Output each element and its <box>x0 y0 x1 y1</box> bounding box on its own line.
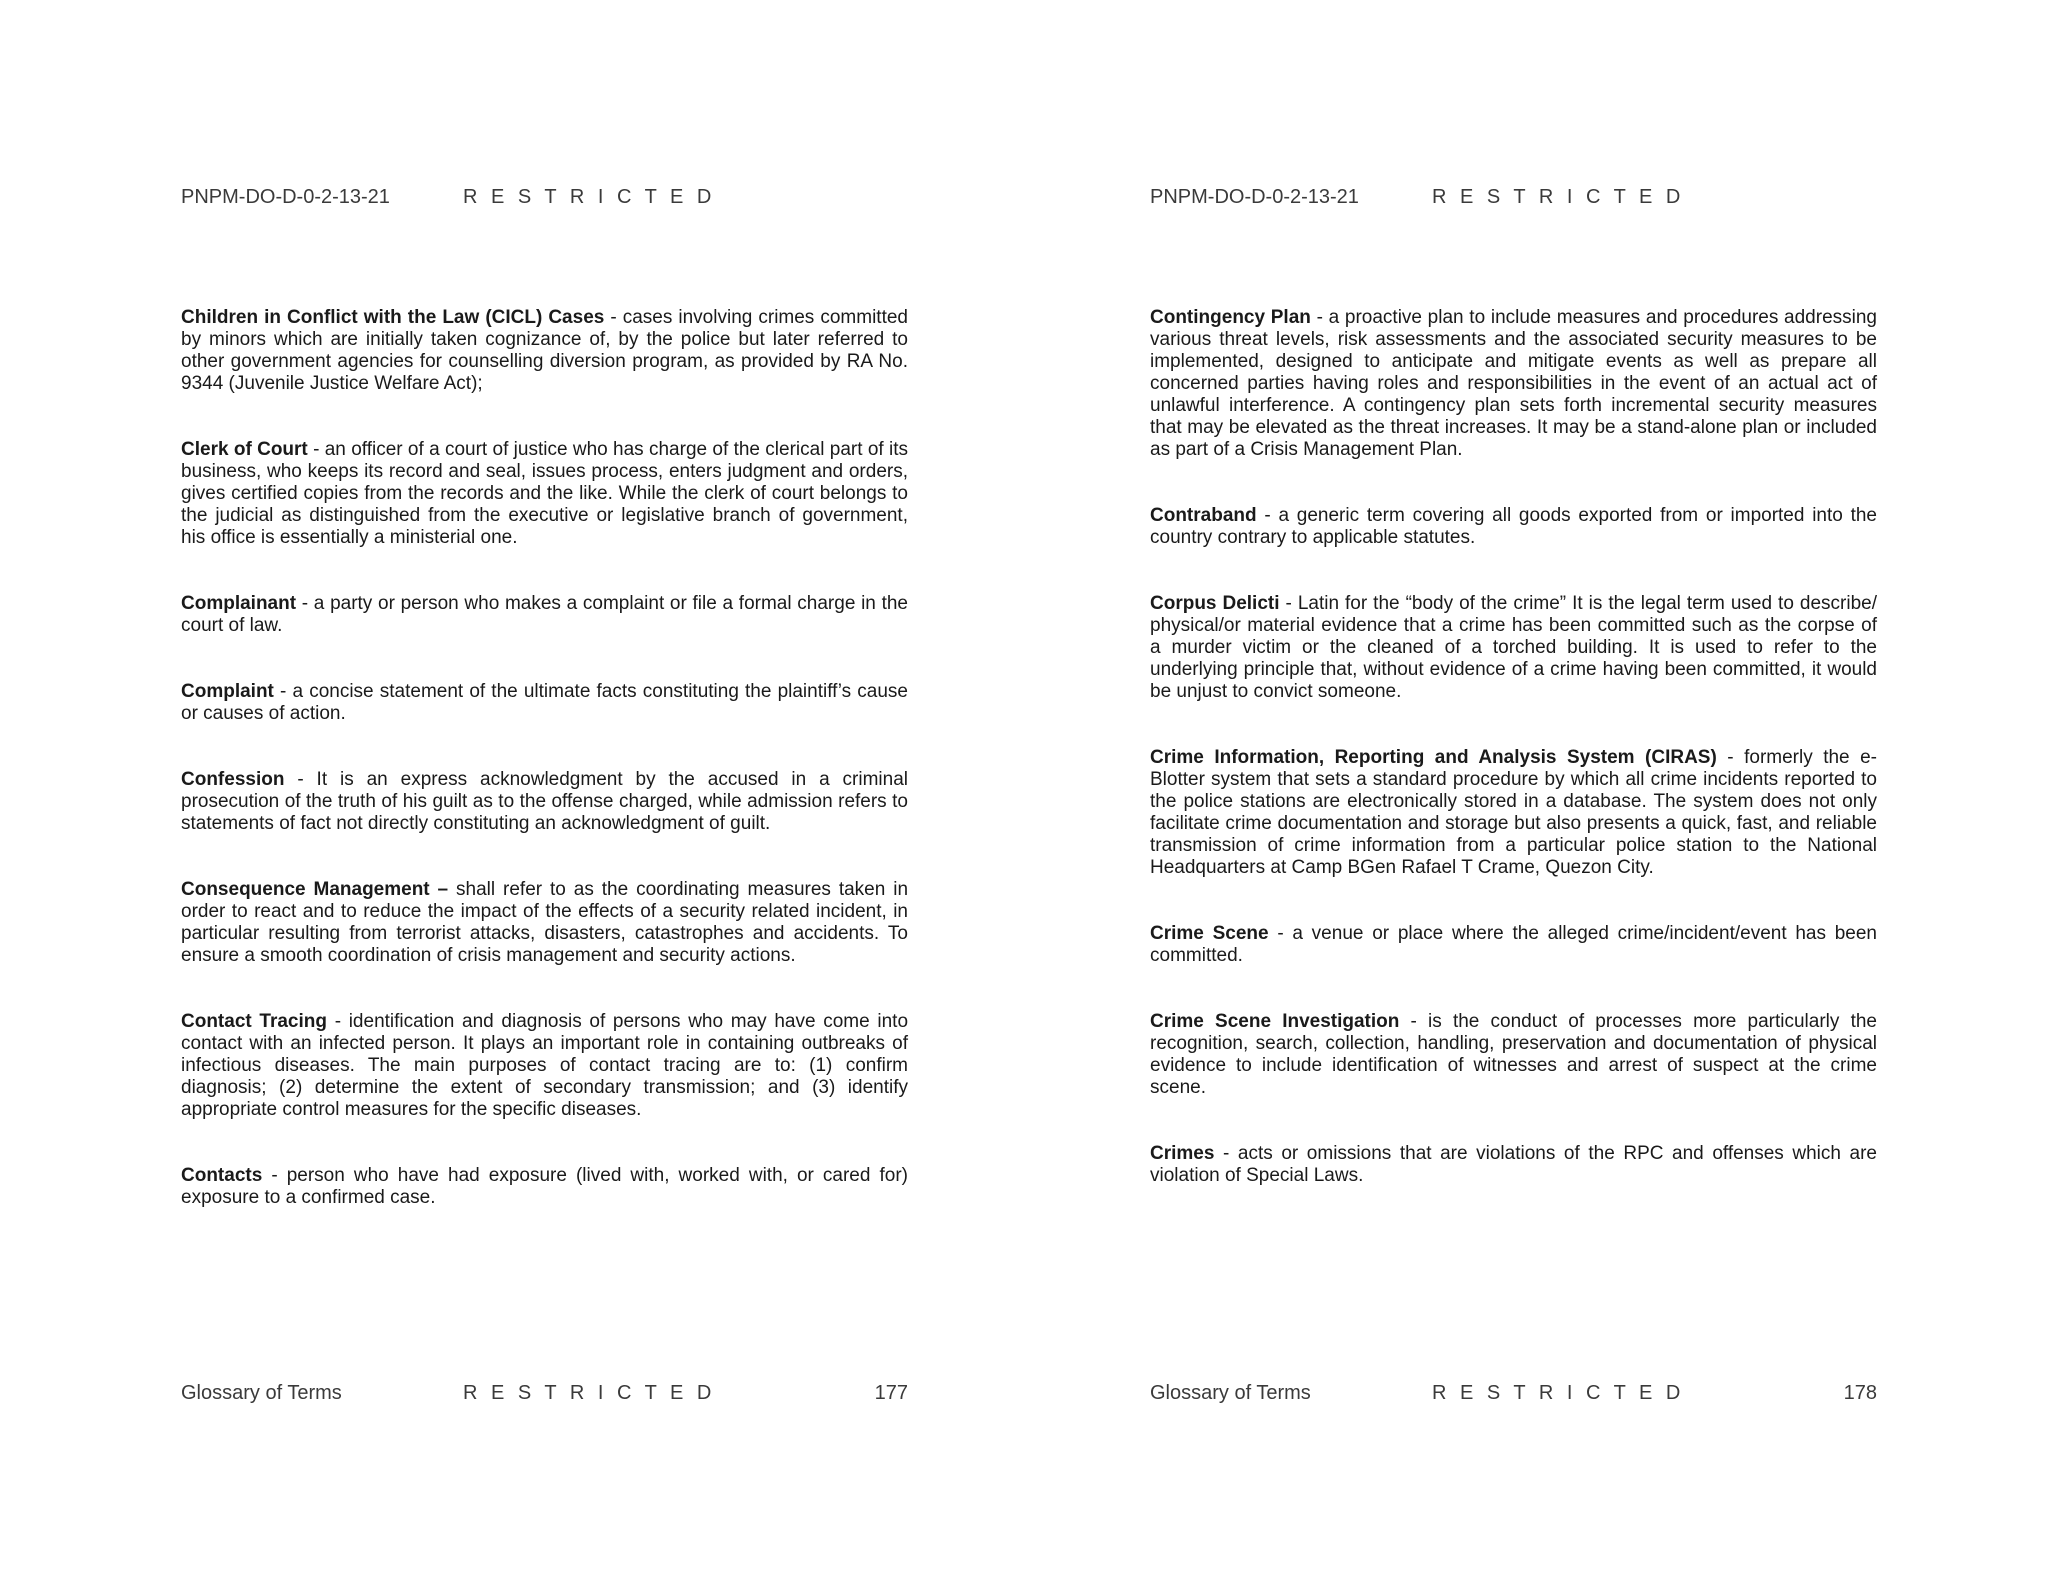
glossary-term: Crime Scene <box>1150 923 1269 944</box>
glossary-term: Confession <box>181 769 285 790</box>
page-number: 178 <box>1843 1382 1877 1404</box>
glossary-definition: - It is an express acknowledgment by the accused in a criminal prosecution of the truth of his guilt as to the offense charged, while admission refers to statements of fact not directly constituting an acknowledgment of guilt. <box>181 769 908 834</box>
classification-mark: R E S T R I C T E D <box>463 1382 716 1404</box>
glossary-body <box>1150 307 1877 1231</box>
classification-mark: R E S T R I C T E D <box>463 186 716 208</box>
glossary-entry <box>1150 1143 1877 1187</box>
glossary-term: Consequence Management – <box>181 879 449 900</box>
glossary-entry <box>181 879 908 967</box>
glossary-term: Crimes <box>1150 1143 1215 1164</box>
page-footer <box>181 1382 908 1408</box>
page-footer <box>1150 1382 1877 1408</box>
glossary-term: Contact Tracing <box>181 1011 327 1032</box>
glossary-definition: - identification and diagnosis of persons who may have come into contact with an infected person. It plays an important role in containing outbreaks of infectious diseases. The main purposes of contact tracing are to: (1) confirm diagnosis; (2) determine the extent of secondary transmission; and (3) identify appropriate control measures for the specific diseases. <box>181 1011 909 1120</box>
glossary-entry <box>181 593 908 637</box>
glossary-definition: - a party or person who makes a complaint or file a formal charge in the court of law. <box>181 593 908 636</box>
glossary-entry <box>181 769 908 835</box>
glossary-term: Complaint <box>181 681 274 702</box>
glossary-entry <box>1150 923 1877 967</box>
left-page <box>181 0 908 1582</box>
glossary-definition: - a proactive plan to include measures and procedures addressing various threat levels, risk assessments and the associated security measures to be implemented, designed to anticipate and mitigate events as well as prepare all concerned parties having roles and responsibilities in the event of an actual act of unlawful interference. A contingency plan sets forth incremental security measures that may be elevated as the threat increases. It may be a stand-alone plan or included as part of a Crisis Management Plan. <box>1150 307 1877 460</box>
glossary-term: Contacts <box>181 1165 263 1186</box>
document-code: PNPM-DO-D-0-2-13-21 <box>181 186 390 208</box>
glossary-term: Contraband <box>1150 505 1257 526</box>
classification-mark: R E S T R I C T E D <box>1432 1382 1685 1404</box>
right-page <box>1150 0 1877 1582</box>
glossary-entry <box>1150 505 1877 549</box>
glossary-definition: - a concise statement of the ultimate facts constituting the plaintiff’s cause or causes of action. <box>181 681 908 724</box>
glossary-definition: - a generic term covering all goods exported from or imported into the country contrary to applicable statutes. <box>1150 505 1877 548</box>
glossary-term: Children in Conflict with the Law (CICL) Cases <box>181 307 605 328</box>
glossary-entry <box>181 681 908 725</box>
glossary-term: Crime Scene Investigation <box>1150 1011 1400 1032</box>
footer-section-title: Glossary of Terms <box>1150 1382 1311 1404</box>
glossary-entry <box>1150 1011 1877 1099</box>
glossary-definition: - Latin for the “body of the crime” It is the legal term used to describe/ physical/or material evidence that a crime has been committed such as the corpse of a murder victim or the cleaned of a torched building. It is used to refer to the underlying principle that, without evidence of a crime having been committed, it would be unjust to convict someone. <box>1150 593 1877 702</box>
glossary-entry <box>1150 593 1877 703</box>
glossary-definition: - a venue or place where the alleged crime/incident/event has been committed. <box>1150 923 1877 966</box>
glossary-definition: - acts or omissions that are violations of the RPC and offenses which are violation of Special Laws. <box>1150 1143 1877 1186</box>
glossary-body <box>181 307 908 1253</box>
glossary-term: Complainant <box>181 593 297 614</box>
glossary-term: Corpus Delicti <box>1150 593 1280 614</box>
glossary-definition: - person who have had exposure (lived with, worked with, or cared for) exposure to a confirmed case. <box>181 1165 908 1208</box>
footer-section-title: Glossary of Terms <box>181 1382 342 1404</box>
page-number: 177 <box>874 1382 908 1404</box>
glossary-definition: - formerly the e- Blotter system that sets a standard procedure by which all crime incidents reported to the police stations are electronically stored in a database. The system does not only facilitate crime documentation and storage but also presents a quick, fast, and reliable transmission of crime information from a particular police station to the National Headquarters at Camp BGen Rafael T Crame, Quezon City. <box>1150 747 1877 878</box>
glossary-entry <box>181 1165 908 1209</box>
glossary-entry <box>181 439 908 549</box>
glossary-term: Crime Information, Reporting and Analysis System (CIRAS) <box>1150 747 1717 768</box>
glossary-definition: - cases involving crimes committed by minors which are initially taken cognizance of, by the police but later referred to other government agencies for counselling diversion program, as provided by RA No. 9344 (Juvenile Justice Welfare Act); <box>181 307 908 394</box>
page-header <box>181 186 908 212</box>
document-code: PNPM-DO-D-0-2-13-21 <box>1150 186 1359 208</box>
glossary-definition: - an officer of a court of justice who has charge of the clerical part of its business, who keeps its record and seal, issues process, enters judgment and orders, gives certified copies from the records and the like. While the clerk of court belongs to the judicial as distinguished from the executive or legislative branch of government, his office is essentially a ministerial one. <box>181 439 908 548</box>
glossary-definition: - is the conduct of processes more particularly the recognition, search, collection, handling, preservation and documentation of physical evidence to include identification of witnesses and arrest of suspect at the crime scene. <box>1150 1011 1877 1098</box>
glossary-entry <box>1150 307 1877 461</box>
glossary-entry <box>181 1011 908 1121</box>
page-header <box>1150 186 1877 212</box>
glossary-term: Clerk of Court <box>181 439 308 460</box>
glossary-entry <box>181 307 908 395</box>
glossary-term: Contingency Plan <box>1150 307 1311 328</box>
classification-mark: R E S T R I C T E D <box>1432 186 1685 208</box>
glossary-entry <box>1150 747 1877 879</box>
glossary-definition: shall refer to as the coordinating measures taken in order to react and to reduce the impact of the effects of a security related incident, in particular resulting from terrorist attacks, disasters, catastrophes and accidents. To ensure a smooth coordination of crisis management and security actions. <box>181 879 909 966</box>
